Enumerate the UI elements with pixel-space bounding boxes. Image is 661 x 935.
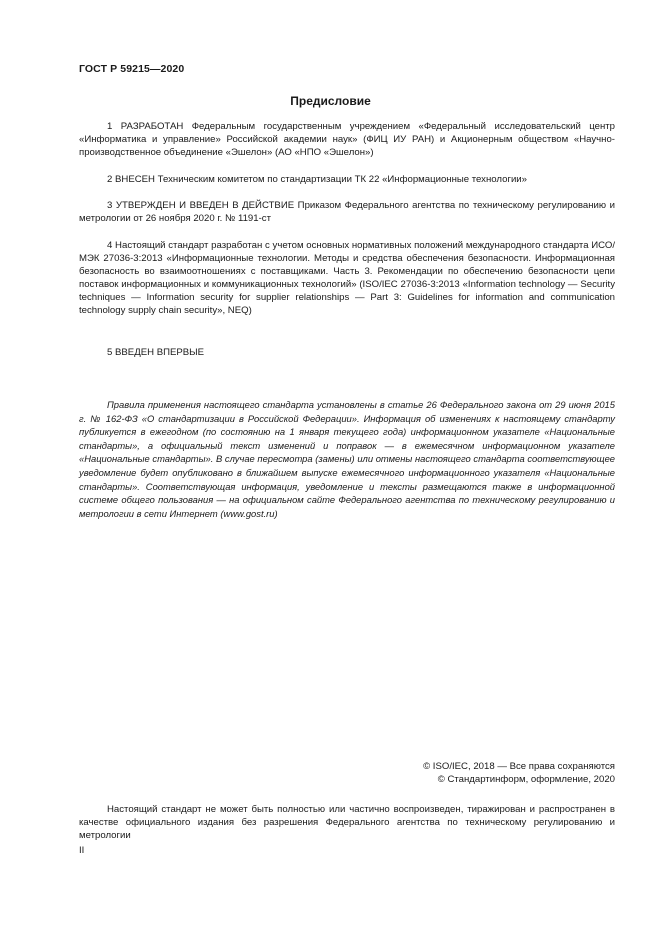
copyright-iso: © ISO/IEC, 2018 — Все права сохраняются (423, 761, 615, 772)
preface-item-4 (79, 239, 615, 318)
preface-item-5 (79, 346, 615, 359)
application-notice: Правила применения настоящего стандарта установлены в статье 26 Федерального закона от 29 июня 2015 г. № 162-ФЗ «О стандартизации в Российской Федерации». Информация об изменениях к настоящему стандарту публикуется в ежегодном (по состоянию на 1 января текущего года) информационном указателе «Национальные стандарты», а официальный текст изменений и поправок — в ежемесячном информационном указателе «Национальные стандарты». В случае пересмотра (замены) или отмены настоящего стандарта соответствующее уведомление будет опубликовано в ближайшем выпуске ежемесячного информационного указателя «Национальные стандарты». Соответствующая информация, уведомление и тексты размещаются также в информационной системе общего пользования — на официальном сайте Федерального агентства по техническому регулированию и метрологии в сети Интернет (www.gost.ru) (79, 399, 615, 519)
preface-item-3 (79, 199, 615, 225)
preface-item-2 (79, 173, 615, 186)
page-number: II (79, 845, 85, 856)
preface-item-5-text: 5 ВВЕДЕН ВПЕРВЫЕ (107, 347, 205, 358)
preface-title: Предисловие (290, 94, 371, 108)
preface-item-1 (79, 120, 615, 159)
preface-item-3-text: 3 УТВЕРЖДЕН И ВВЕДЕН В ДЕЙСТВИЕ Приказом Федерального агентства по техническому регулированию и метрологии от 26 ноября 2020 г. № 1191-ст (79, 200, 615, 225)
copyright-standartinform: © Стандартинформ, оформление, 2020 (437, 774, 615, 786)
copyright-block (423, 760, 615, 786)
preface-item-1-text: 1 РАЗРАБОТАН Федеральным государственным учреждением «Федеральный исследовательский центр «Информатика и управление» Российской академии наук» (ФИЦ ИУ РАН) и Акционерным обществом «Научно-производственное объединение «Эшелон» (АО «НПО «Эшелон») (79, 121, 615, 159)
reproduction-rights-notice: Настоящий стандарт не может быть полностью или частично воспроизведен, тиражирован и распространен в качестве официального издания без разрешения Федерального агентства по техническому регулированию и метрологии (79, 804, 615, 842)
preface-item-4-text: 4 Настоящий стандарт разработан с учетом основных нормативных положений международного стандарта ИСО/МЭК 27036-3:2013 «Информационные технологии. Методы и средства обеспечения безопасности. Информационная безопасность во взаимоотношениях с поставщиками. Часть 3. Рекомендации по обеспечению безопасности цепи поставок информационных и коммуникационных технологий» (ISO/IEC 27036-3:2013 «Information technology — Security techniques — Information security for supplier relationships — Part 3: Guidelines for information and communication technology supply chain security», NEQ) (79, 240, 615, 317)
standard-code: ГОСТ Р 59215—2020 (79, 63, 185, 75)
preface-item-2-text: 2 ВНЕСЕН Техническим комитетом по стандартизации ТК 22 «Информационные технологии» (107, 174, 527, 185)
